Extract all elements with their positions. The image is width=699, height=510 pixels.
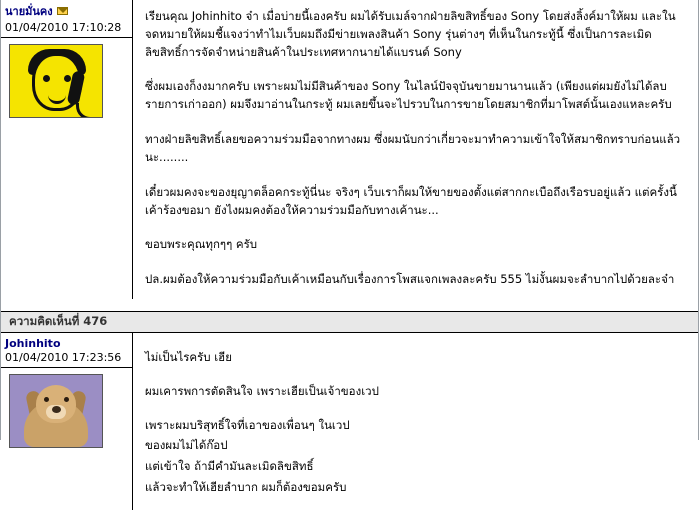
avatar-wrapper	[1, 38, 132, 126]
post-reply	[1, 333, 698, 510]
avatar-phone-cord	[76, 103, 101, 118]
post-body	[133, 333, 698, 510]
poster-header	[1, 0, 132, 20]
avatar-wrapper	[1, 368, 132, 456]
post-paragraph: ขอบพระคุณทุกๆๆ ครับ	[145, 237, 258, 252]
post-paragraph: ไม่เป็นไรครับ เฮีย	[145, 349, 232, 364]
avatar-dog-nose	[52, 406, 61, 413]
post-paragraph: เดี๋ยวผมคงจะของยุญาตล็อคกระทู้นี่นะ จริงๆ เว็บเราก็ผมให้ขายของตั้งแต่สากกะเบือถึงเรือรบอยู่แล้ว แต่ครั้งนี้เค้าร้องขอมา ยังไงผมคงต้องให้ความร่วมมือกับทางเค้านะ...	[145, 184, 677, 217]
poster-name: นายมั่นคง	[5, 5, 53, 18]
poster-name[interactable]: Johinhito	[5, 336, 61, 350]
avatar-dog-eye-left	[44, 397, 49, 402]
avatar-eye-right	[64, 75, 71, 82]
post-paragraph: ซึ่งผมเองก็งงมากครับ เพราะผมไม่มีสินค้าของ Sony ในไลน์ปัจจุบันขายมานานแล้ว (เพียงแต่ผมยังไม่ได้ลบรายการเก่าออก) ผมจึงมาอ่านในกระทู้ ผมเลยขึ้นจะไปรวบในการขายโดยสมาชิกที่มาโพสต์นั้นเองแหละครับ	[145, 79, 672, 112]
comment-number-label: ความคิดเห็นที่ 476	[9, 313, 108, 328]
post-paragraph: แล้วจะทำให้เฮียลำบาก ผมก็ต้องขอมครับ	[145, 480, 347, 494]
envelope-icon[interactable]	[57, 7, 68, 15]
post-paragraph: แต่เข้าใจ ถ้ามีคำมันละเมิดลิขสิทธิ์	[145, 459, 314, 474]
post-inner	[1, 0, 698, 299]
post-paragraph: ของผมไม่ได้ก๊อป	[145, 438, 228, 453]
post-paragraph: เพราะผมบริสุทธิ์ใจที่เอาของเพื่อนๆ ในเวป	[145, 417, 350, 432]
post-paragraph: ปล.ผมต้องให้ความร่วมมือกับเค้าเหมือนกับเรื่องการโพสแจกเพลงละครับ 555 ไม่งั้นผมจะลำบากไปด้วยละจ๋า	[145, 272, 675, 287]
avatar	[9, 44, 103, 118]
poster-column	[1, 0, 133, 299]
comment-header-bar	[1, 311, 698, 333]
section-gap	[1, 299, 698, 311]
post-original	[1, 0, 698, 299]
avatar	[9, 374, 103, 448]
post-paragraph: ทางฝ่ายลิขสิทธิ์เลยขอความร่วมมือจากทางผม ซึ่งผมนับกว่าเกี่ยวจะมาทำความเข้าใจให้สมาชิกทราบก่อนแล้วนะ........	[145, 132, 681, 164]
post-date: 01/04/2010 17:23:56	[1, 350, 132, 368]
avatar-eye-left	[43, 75, 50, 82]
post-paragraph: ผมเคารพการตัดสินใจ เพราะเฮียเป็นเจ้าของเวป	[145, 383, 379, 398]
post-paragraph: เรียนคุณ Johinhito จ๋า เมื่อบ่ายนี้เองครับ ผมได้รับเมล์จากฝ่ายลิขสิทธิ์ของ Sony โดยส่งลิ้งค์มาให้ผม และในจดหมายให้ผมชี้แจงว่าทำไมเว็บผมถึงมีข่ายเพลงสินค้า Sony รุ่นต่างๆ ที่เห็นในกระทู้นี้ ซึ่งเป็นการละเมิดลิขสิทธิ์การจัดจำหน่ายสินค้าในประเทศหากนายได้แบรนด์ Sony	[145, 9, 676, 59]
post-body	[133, 0, 698, 299]
poster-header	[1, 333, 132, 350]
post-date: 01/04/2010 17:10:28	[1, 20, 132, 38]
poster-column	[1, 333, 133, 510]
avatar-dog-eye-right	[64, 397, 69, 402]
post-inner	[1, 333, 698, 510]
